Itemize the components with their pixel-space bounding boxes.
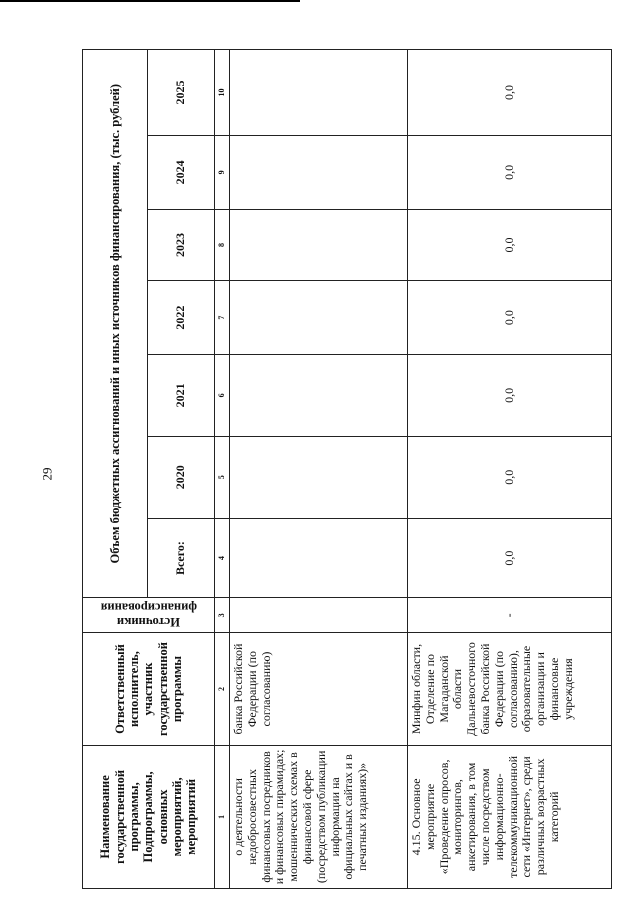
header-executor: Ответственный исполнитель, участник государственной программы xyxy=(83,633,215,746)
row-value xyxy=(230,354,408,436)
table-row xyxy=(408,50,612,889)
column-number-row xyxy=(215,50,230,889)
header-name: Наименование государственной программы, Подпрограммы, основных мероприятий, мероприятий xyxy=(83,745,215,888)
row-value: 0,0 xyxy=(408,209,612,281)
row-total: 0,0 xyxy=(408,518,612,598)
row-value xyxy=(230,50,408,136)
header-year: 2023 xyxy=(148,209,215,281)
row-value: 0,0 xyxy=(408,136,612,210)
column-number: 8 xyxy=(215,209,230,281)
header-total: Всего: xyxy=(148,518,215,598)
header-funding-group: Объем бюджетных ассигнований и иных источников финансирования, (тыс. рублей) xyxy=(83,50,148,598)
header-sources: Источники финансирования xyxy=(83,598,215,633)
row-source: - xyxy=(408,598,612,633)
row-value: 0,0 xyxy=(408,436,612,518)
column-number: 2 xyxy=(215,633,230,746)
column-number: 7 xyxy=(215,281,230,355)
funding-table xyxy=(82,49,612,889)
row-name: о деятельности недобросовестных финансовых посредников и финансовых пирамидах; мошеннических схемах в финансовой сфере (посредством публикации информации на официальных сайтах и в печатных изданиях)» xyxy=(230,745,408,888)
row-executor: Минфин области, Отделение по Магаданской области Дальневосточного банка Российской Федерации (по согласованию), образовательные организации и финансовые учреждения xyxy=(408,633,612,746)
row-value: 0,0 xyxy=(408,50,612,136)
column-number: 3 xyxy=(215,598,230,633)
header-rule xyxy=(0,0,300,2)
row-value: 0,0 xyxy=(408,354,612,436)
column-number: 9 xyxy=(215,136,230,210)
column-number: 10 xyxy=(215,50,230,136)
column-number: 4 xyxy=(215,518,230,598)
page-number: 29 xyxy=(39,467,55,481)
row-value xyxy=(230,436,408,518)
row-executor: банка Российской Федерации (по согласованию) xyxy=(230,633,408,746)
row-value xyxy=(230,209,408,281)
column-number: 1 xyxy=(215,745,230,888)
header-year: 2022 xyxy=(148,281,215,355)
header-year: 2025 xyxy=(148,50,215,136)
row-source xyxy=(230,598,408,633)
table-row xyxy=(230,50,408,889)
row-value xyxy=(230,281,408,355)
header-year: 2024 xyxy=(148,136,215,210)
column-number: 6 xyxy=(215,354,230,436)
column-number: 5 xyxy=(215,436,230,518)
row-name: 4.15. Основное мероприятие «Проведение опросов, мониторингов, анкетирования, в том числе посредством информационно-телекоммуникационной сети «Интернет», среди различных возрастных категорий xyxy=(408,745,612,888)
row-value xyxy=(230,136,408,210)
row-total xyxy=(230,518,408,598)
row-value: 0,0 xyxy=(408,281,612,355)
header-year: 2021 xyxy=(148,354,215,436)
header-year: 2020 xyxy=(148,436,215,518)
rotated-table-container xyxy=(82,49,612,889)
header-row-1 xyxy=(83,50,148,889)
